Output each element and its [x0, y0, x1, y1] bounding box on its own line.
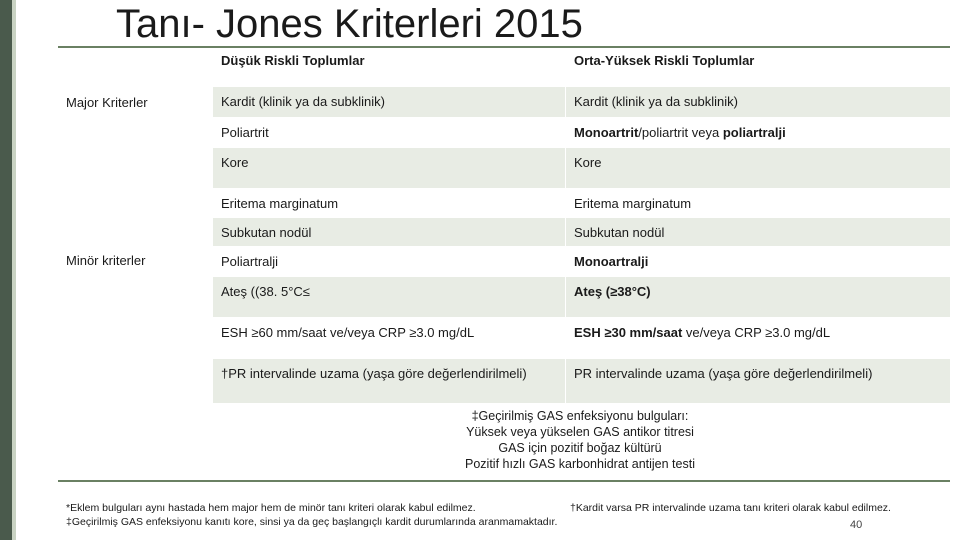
- gas-note-line: Yüksek veya yükselen GAS antikor titresi: [466, 425, 694, 439]
- cell-low-risk: Kardit (klinik ya da subklinik): [213, 87, 565, 117]
- page-number: 40: [850, 519, 863, 531]
- gas-note-line: Pozitif hızlı GAS karbonhidrat antijen testi: [465, 457, 695, 471]
- gas-evidence-note: [430, 408, 730, 472]
- gas-note-line: ‡Geçirilmiş GAS enfeksiyonu bulguları:: [471, 409, 689, 423]
- cell-high-risk: [566, 148, 950, 188]
- cell-high-risk: [566, 359, 950, 403]
- cell-low-risk: Subkutan nodül: [213, 218, 565, 246]
- cell-high-risk: [566, 218, 950, 246]
- cell-text-part: PR intervalinde uzama (yaşa göre değerlendirilmeli): [574, 366, 873, 381]
- left-accent-stripe: [12, 0, 16, 540]
- section-minor-label: Minör kriterler: [66, 253, 146, 268]
- cell-high-risk: [566, 277, 950, 317]
- left-accent-bar: [0, 0, 12, 540]
- cell-high-risk: [566, 247, 950, 276]
- footer-rule: [58, 480, 950, 482]
- cell-text-part: ve/veya CRP ≥3.0 mg/dL: [685, 325, 831, 340]
- cell-low-risk: ESH ≥60 mm/saat ve/veya CRP ≥3.0 mg/dL: [221, 325, 475, 340]
- cell-text-part: Subkutan nodül: [574, 225, 665, 240]
- section-major-label: Major Kriterler: [66, 95, 148, 110]
- cell-high-risk: [566, 318, 950, 358]
- cell-text-part: Ateş (≥38°C): [574, 284, 651, 299]
- cell-text-part: poliartralji: [722, 125, 786, 140]
- cell-low-risk: Kore: [213, 148, 565, 188]
- cell-text-part: ESH ≥30 mm/saat: [574, 325, 686, 340]
- cell-high-risk: [566, 87, 950, 117]
- slide-title: Tanı- Jones Kriterleri 2015: [116, 2, 583, 46]
- cell-text-part: Kardit (klinik ya da subklinik): [574, 94, 739, 109]
- footnote-joint: *Eklem bulguları aynı hastada hem major hem de minör tanı kriteri olarak kabul edilmez.: [66, 502, 476, 514]
- header-high-risk: Orta-Yüksek Riskli Toplumlar: [574, 53, 755, 68]
- cell-text-part: Kore: [574, 155, 602, 170]
- footnote-gas: ‡Geçirilmiş GAS enfeksiyonu kanıtı kore, sinsi ya da geç başlangıçlı kardit durumlarında aranmamaktadır.: [66, 516, 558, 528]
- title-rule: [58, 46, 950, 48]
- header-low-risk: Düşük Riskli Toplumlar: [221, 53, 365, 68]
- cell-high-risk: [566, 189, 950, 217]
- cell-low-risk: Poliartralji: [221, 254, 279, 269]
- cell-low-risk: Eritema marginatum: [221, 196, 339, 211]
- cell-text-part: /poliartrit veya: [638, 125, 723, 140]
- footnote-carditis: †Kardit varsa PR intervalinde uzama tanı kriteri olarak kabul edilmez.: [570, 502, 891, 514]
- cell-text-part: Monoartrit: [574, 125, 639, 140]
- cell-high-risk: [566, 118, 950, 147]
- cell-text-part: Eritema marginatum: [574, 196, 692, 211]
- cell-low-risk: †PR intervalinde uzama (yaşa göre değerlendirilmeli): [213, 359, 565, 403]
- cell-text-part: Monoartralji: [574, 254, 649, 269]
- cell-low-risk: Ateş ((38. 5°C≤: [213, 277, 565, 317]
- gas-note-line: GAS için pozitif boğaz kültürü: [498, 441, 662, 455]
- cell-low-risk: Poliartrit: [221, 125, 269, 140]
